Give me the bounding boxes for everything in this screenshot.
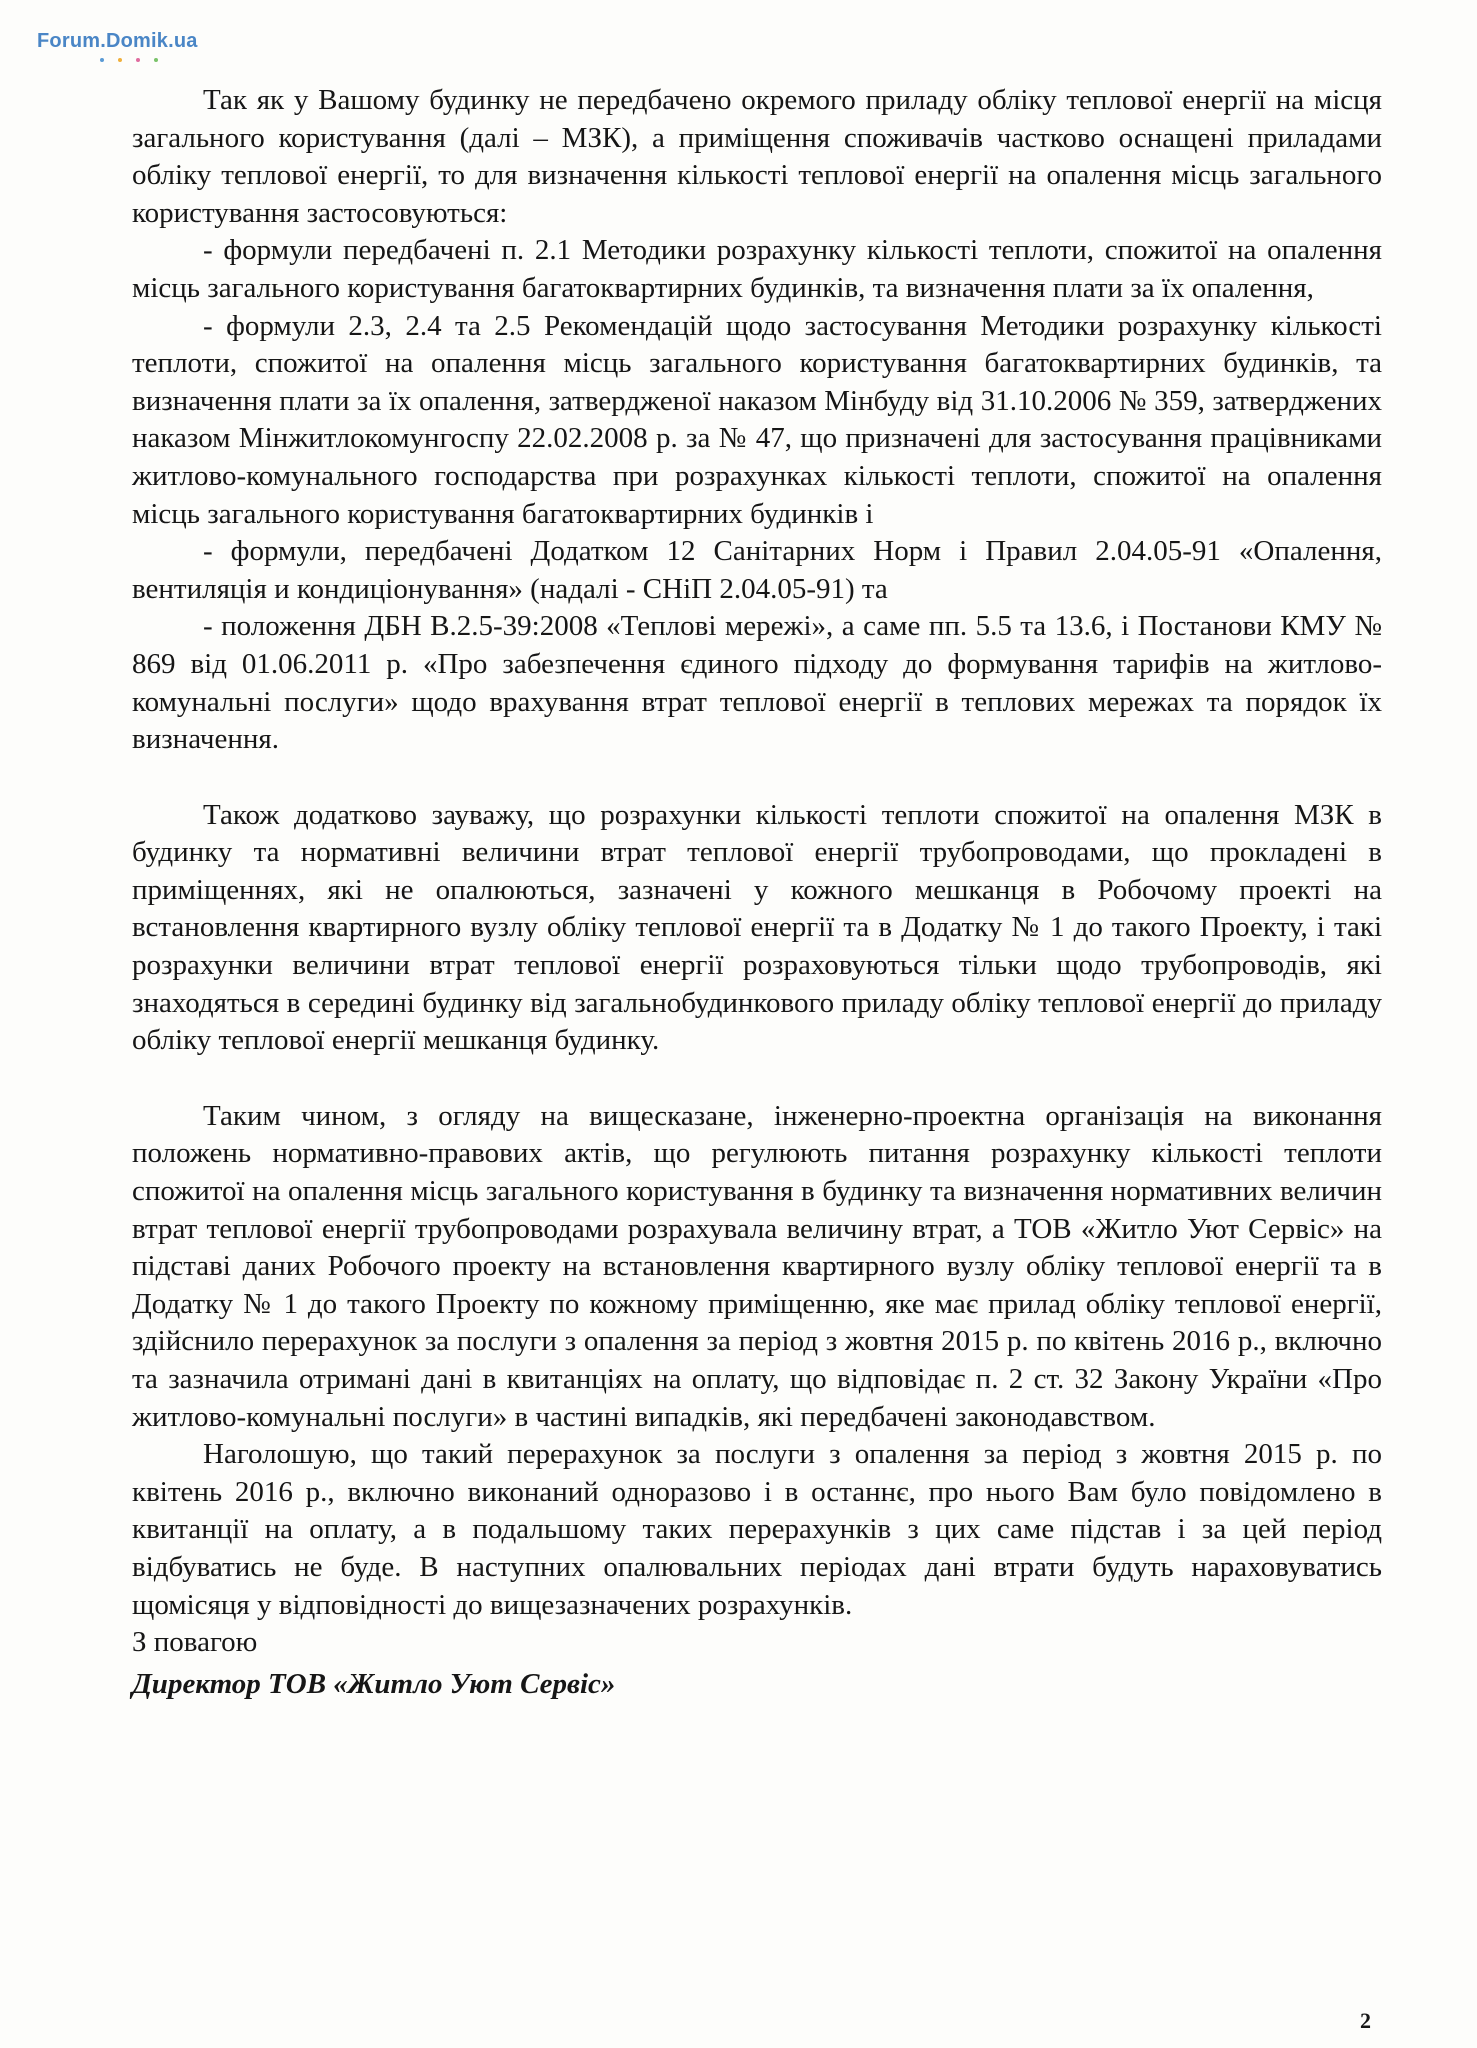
letter-body (132, 82, 1382, 1703)
list-item-recommendations: - формули 2.3, 2.4 та 2.5 Рекомендацій щодо застосування Методики розрахунку кількості теплоти, спожитої на опалення місць загального користування багатоквартирних будинків, та визначення плати за їх опалення, затвердженої наказом Мінбуду від 31.10.2006 № 359, затверджених наказом Мінжитлокомунгоспу 22.02.2008 р. за № 47, що призначені для застосування працівниками житлово-комунального господарства при розрахунках кількості теплоти, спожитої на опалення місць загального користування багатоквартирних будинків і (132, 309, 1382, 530)
paragraph-additional-note: Також додатково зауважу, що розрахунки кількості теплоти спожитої на опалення МЗК в будинку та нормативні величини втрат теплової енергії трубопроводами, що прокладені в приміщеннях, які не опалюються, зазначені у кожного мешканця в Робочому проекті на встановлення квартирного вузлу обліку теплової енергії та в Додатку № 1 до такого Проекту, і такі розрахунки величини втрат теплової енергії розраховуються тільки щодо трубопроводів, які знаходяться в середині будинку від загальнобудинкового приладу обліку теплової енергії до приладу обліку теплової енергії мешканця будинку. (132, 798, 1382, 1057)
watermark-dot (154, 58, 158, 62)
closing-salutation: З повагою (132, 1626, 258, 1659)
watermark-logo: Forum.Domik.ua (37, 30, 198, 52)
paragraph-conclusion: Таким чином, з огляду на вищесказане, інженерно-проектна організація на виконання положень нормативно-правових актів, що регулюють питання розрахунку кількості теплоти спожитої на опалення місць загального користування в будинку та визначення нормативних величин втрат теплової енергії трубопроводами розрахувала величину втрат, а ТОВ «Житло Уют Сервіс» на підставі даних Робочого проекту на встановлення квартирного вузлу обліку теплової енергії та в Додатку № 1 до такого Проекту по кожному приміщенню, яке має прилад обліку теплової енергії, здійснило перерахунок за послуги з опалення за період з жовтня 2015 р. по квітень 2016 р., включно та зазначила отримані дані в квитанціях на оплату, що відповідає п. 2 ст. 32 Закону України «Про житлово-комунальні послуги» в частині випадків, які передбачені законодавством. (132, 1099, 1382, 1433)
signature-line: Директор ТОВ «Житло Уют Сервіс» (132, 1667, 616, 1700)
watermark-dot (136, 58, 140, 62)
watermark-dot (100, 58, 104, 62)
paragraph-intro: Так як у Вашому будинку не передбачено окремого приладу обліку теплової енергії на місця загального користування (далі – МЗК), а приміщення споживачів частково оснащені приладами обліку теплової енергії, то для визначення кількості теплової енергії на опалення місць загального користування застосовуються: (132, 84, 1382, 229)
watermark-dot (118, 58, 122, 62)
list-item-methodology: - формули передбачені п. 2.1 Методики розрахунку кількості теплоти, спожитої на опалення місць загального користування багатоквартирних будинків, та визначення плати за їх опалення, (132, 234, 1382, 304)
paragraph-spacer (132, 1060, 1382, 1098)
watermark-dots (100, 58, 158, 62)
paragraph-emphasis: Наголошую, що такий перерахунок за послуги з опалення за період з жовтня 2015 р. по квітень 2016 р., включно виконаний одноразово і в останнє, про нього Вам було повідомлено в квитанції на оплату, а в подальшому таких перерахунків з цих саме підстав і за цей період відбуватись не буде. В наступних опалювальних періодах дані втрати будуть нараховуватись щомісяця у відповідності до вищезазначених розрахунків. (132, 1438, 1382, 1621)
list-item-snip: - формули, передбачені Додатком 12 Санітарних Норм і Правил 2.04.05-91 «Опалення, вентиляція и кондиціонування» (надалі - СНіП 2.04.05-91) та (132, 535, 1382, 605)
page-number: 2 (1360, 2008, 1371, 2033)
list-item-dbn: - положення ДБН В.2.5-39:2008 «Теплові мережі», а саме пп. 5.5 та 13.6, і Постанови КМУ № 869 від 01.06.2011 р. «Про забезпечення єдиного підходу до формування тарифів на житлово-комунальні послуги» щодо врахування втрат теплової енергії в теплових мережах та порядок їх визначення. (132, 610, 1382, 756)
paragraph-spacer (132, 759, 1382, 797)
